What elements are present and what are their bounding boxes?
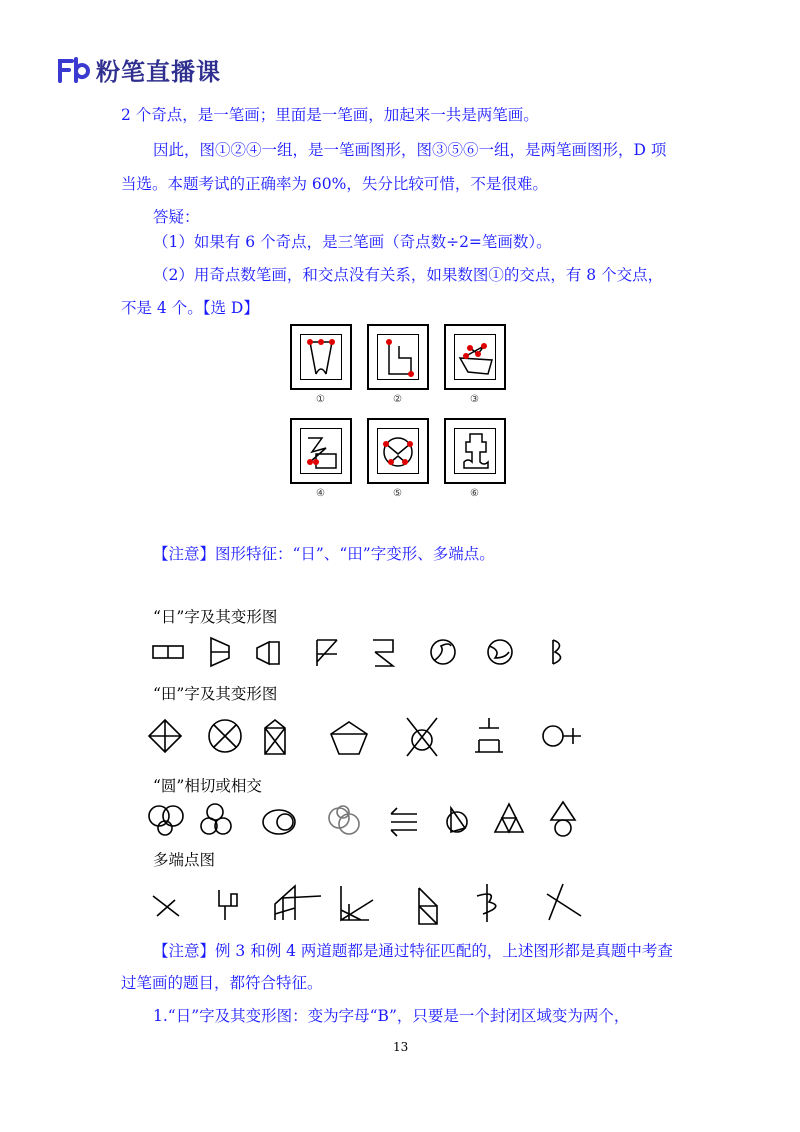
group-label-yuan: “圆”相切或相交 bbox=[153, 777, 262, 795]
figure-panel-1 bbox=[290, 324, 352, 390]
figure-panel-5 bbox=[367, 418, 429, 484]
figure-3-shape bbox=[454, 334, 496, 380]
paragraph-line-1: 2 个奇点，是一笔画；里面是一笔画，加起来一共是两笔画。 bbox=[121, 106, 539, 124]
explanation-ri-line: 1.“日”字及其变形图：变为字母“B”，只要是一个封闭区域变为两个， bbox=[153, 1007, 630, 1025]
ri-variants-figures bbox=[145, 632, 585, 672]
page-number: 13 bbox=[393, 1040, 409, 1054]
group-label-ri: “日”字及其变形图 bbox=[153, 608, 278, 626]
figure-5-shape bbox=[377, 428, 419, 474]
group-label-tian: “田”字及其变形图 bbox=[153, 685, 278, 703]
fb-logo-icon bbox=[58, 57, 92, 83]
paragraph-line-6: （2）用奇点数笔画，和交点没有关系，如果数图①的交点，有 8 个交点， bbox=[153, 266, 664, 284]
figure-caption-5: ⑤ bbox=[393, 488, 402, 499]
paragraph-line-2: 因此，图①②④一组，是一笔画图形，图③⑤⑥一组，是两笔画图形，D 项 bbox=[153, 141, 667, 159]
figure-caption-1: ① bbox=[316, 394, 325, 405]
figure-6-shape bbox=[454, 428, 496, 474]
group-label-multi-endpoint: 多端点图 bbox=[153, 851, 216, 869]
brand-logo bbox=[58, 52, 221, 87]
note-exam-match-line-1: 【注意】例 3 和例 4 两道题都是通过特征匹配的，上述图形都是真题中考查 bbox=[153, 942, 673, 960]
logo-text: 粉笔直播课 bbox=[96, 58, 221, 86]
figure-1-shape bbox=[300, 334, 342, 380]
figure-panel-4 bbox=[290, 418, 352, 484]
figure-caption-6: ⑥ bbox=[470, 488, 479, 499]
multi-endpoint-figures bbox=[145, 880, 585, 926]
paragraph-line-7: 不是 4 个。【选 D】 bbox=[121, 299, 259, 317]
figure-caption-3: ③ bbox=[470, 394, 479, 405]
figure-4-shape bbox=[300, 428, 342, 474]
note-features: 【注意】图形特征：“日”、“田”字变形、多端点。 bbox=[153, 545, 495, 563]
figure-panel-6 bbox=[444, 418, 506, 484]
paragraph-line-3: 当选。本题考试的正确率为 60%，失分比较可惜，不是很难。 bbox=[121, 175, 548, 193]
figure-caption-2: ② bbox=[393, 394, 402, 405]
circle-variants-figures bbox=[145, 798, 585, 844]
tian-variants-figures bbox=[145, 714, 585, 760]
figure-2-shape bbox=[377, 334, 419, 380]
figure-panel-2 bbox=[367, 324, 429, 390]
figure-caption-4: ④ bbox=[316, 488, 325, 499]
paragraph-line-4: 答疑： bbox=[153, 208, 200, 226]
figure-panel-3 bbox=[444, 324, 506, 390]
note-exam-match-line-2: 过笔画的题目，都符合特征。 bbox=[121, 974, 323, 992]
paragraph-line-5: （1）如果有 6 个奇点，是三笔画（奇点数÷2=笔画数）。 bbox=[153, 233, 552, 251]
